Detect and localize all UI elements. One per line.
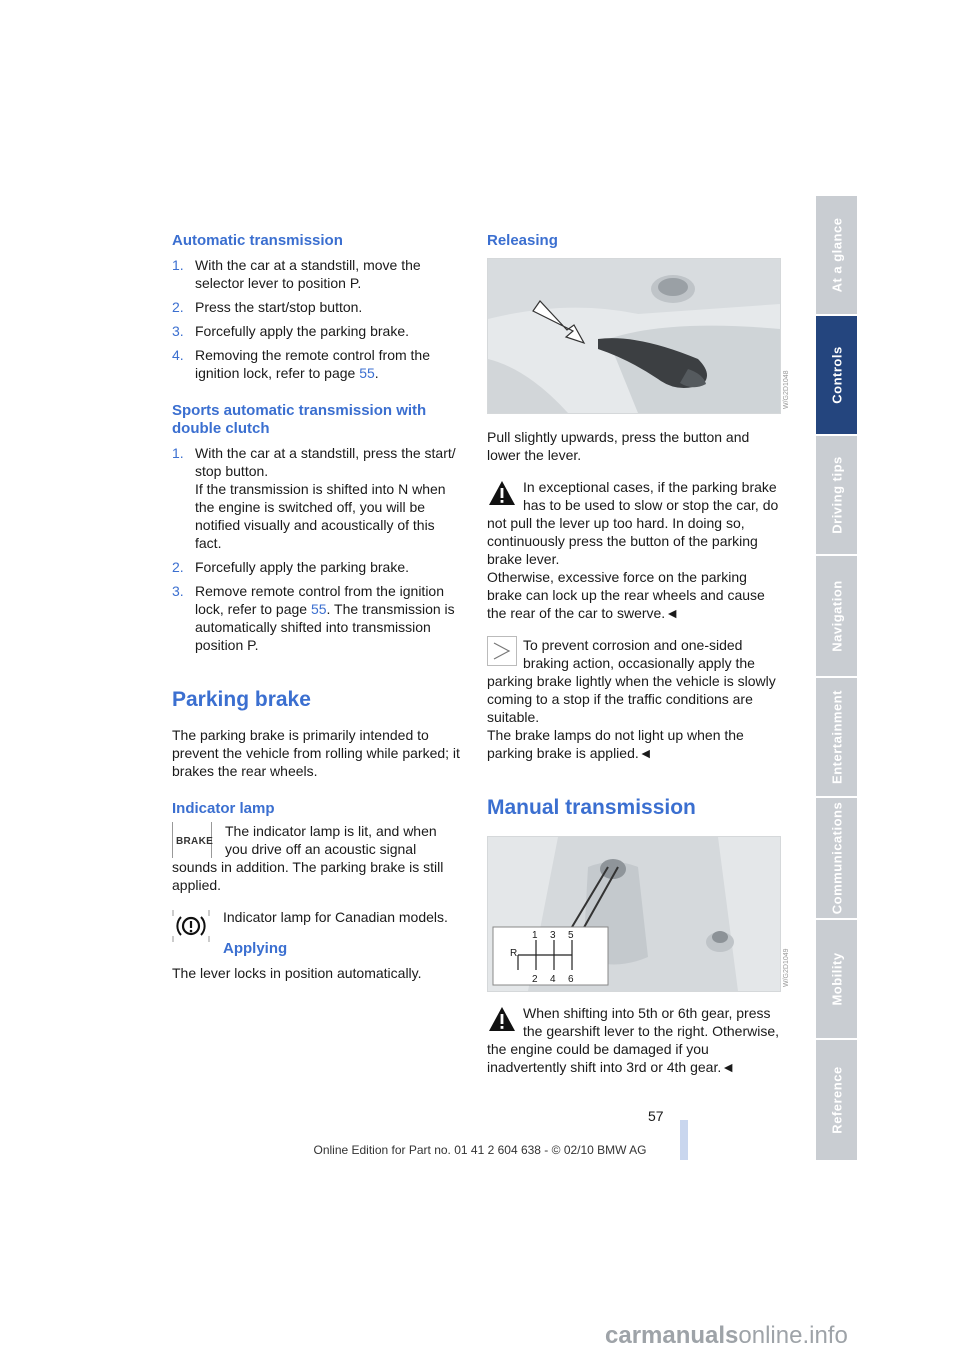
gearshift-lever-image: 1 3 5 2 4 6 R W/G2D1049 bbox=[487, 836, 781, 992]
note-block bbox=[487, 636, 780, 762]
tab-navigation[interactable]: Navigation bbox=[816, 556, 857, 678]
manual-transmission-heading: Manual transmission bbox=[487, 796, 696, 819]
warning-icon bbox=[487, 478, 517, 508]
tab-communications[interactable]: Communications bbox=[816, 798, 857, 920]
gear-label: 4 bbox=[550, 974, 556, 985]
indicator-block bbox=[172, 822, 462, 894]
brake-indicator-icon: BRAKE bbox=[172, 822, 212, 858]
right-column bbox=[487, 232, 790, 1076]
list-item: 2. Press the start/stop button. bbox=[172, 299, 363, 315]
releasing-heading: Releasing bbox=[487, 232, 558, 249]
gear-label: 5 bbox=[568, 930, 574, 941]
page-link[interactable]: 55 bbox=[359, 365, 375, 381]
warning-block-2 bbox=[487, 1004, 780, 1076]
footer-text: Online Edition for Part no. 01 41 2 604 638 - © 02/10 BMW AG bbox=[313, 1143, 647, 1157]
tab-controls[interactable]: Controls bbox=[816, 316, 857, 436]
end-mark: ◄ bbox=[721, 1059, 736, 1075]
auto-steps-list bbox=[172, 256, 462, 382]
list-item: 1. With the car at a standstill, press the start/ stop button. If the transmission is shifted into N when the engine is switched off, you will be notified visually and acoustically of this fact. bbox=[172, 445, 456, 551]
warning-block-1 bbox=[487, 478, 780, 622]
note-extra: The brake lamps do not light up when the parking brake is applied. bbox=[487, 727, 744, 761]
automatic-transmission-heading: Automatic transmission bbox=[172, 232, 343, 249]
releasing-text: Pull slightly upwards, press the button and lower the lever. bbox=[487, 429, 750, 463]
tab-driving-tips[interactable]: Driving tips bbox=[816, 436, 857, 556]
canadian-text: Indicator lamp for Canadian models. bbox=[223, 909, 448, 925]
list-item: 2. Forcefully apply the parking brake. bbox=[172, 559, 409, 575]
applying-text: The lever locks in position automatically. bbox=[172, 965, 422, 981]
left-column bbox=[172, 232, 462, 982]
page-link[interactable]: 55 bbox=[310, 601, 327, 617]
parking-brake-lever-image: W/G2D1048 bbox=[487, 258, 781, 414]
sports-transmission-heading: Sports automatic transmission with double clutch bbox=[172, 402, 427, 437]
gear-label-reverse: R bbox=[510, 948, 518, 959]
chapter-tabs bbox=[816, 196, 857, 1160]
parking-brake-intro: The parking brake is primarily intended to prevent the vehicle from rolling while parked; it brakes the rear wheels. bbox=[172, 727, 460, 779]
tab-mobility[interactable]: Mobility bbox=[816, 920, 857, 1040]
gear-label: 1 bbox=[532, 930, 538, 941]
note-text: To prevent corrosion and one-sided braking action, occasionally apply the parking brake lightly when the vehicle is slowly coming to a stop if the traffic conditions are suitable. bbox=[487, 637, 776, 725]
indicator-lamp-heading: Indicator lamp bbox=[172, 800, 275, 817]
gear-label: 3 bbox=[550, 930, 556, 941]
warning-1-extra: Otherwise, excessive force on the parking brake can lock up the rear wheels and cause the rear of the car to swerve. bbox=[487, 569, 765, 621]
tab-at-a-glance[interactable]: At a glance bbox=[816, 196, 857, 316]
sports-steps-list bbox=[172, 444, 462, 654]
tab-entertainment[interactable]: Entertainment bbox=[816, 678, 857, 798]
tab-reference[interactable]: Reference bbox=[816, 1040, 857, 1162]
gear-label: 6 bbox=[568, 974, 574, 985]
watermark: carmanualsonline.info bbox=[605, 1322, 848, 1349]
warning-2-text: When shifting into 5th or 6th gear, press the gearshift lever to the right. Otherwise, the engine could be damaged if you inadvertently shift into 3rd or 4th gear. bbox=[487, 1005, 780, 1075]
list-item: 3. Forcefully apply the parking brake. bbox=[172, 323, 409, 339]
end-mark: ◄ bbox=[665, 605, 680, 621]
note-icon bbox=[487, 636, 517, 666]
warning-icon bbox=[487, 1004, 517, 1034]
list-item: 4. Removing the remote control from the ignition lock, refer to page 55. bbox=[172, 347, 430, 381]
canadian-brake-icon bbox=[172, 908, 210, 944]
list-item: 3. Remove remote control from the ignition lock, refer to page 55. The transmission is automatically shifted into transmission position P. bbox=[172, 583, 455, 653]
list-item: 1. With the car at a standstill, move the selector lever to position P. bbox=[172, 257, 421, 291]
end-mark: ◄ bbox=[638, 745, 653, 761]
indicator-text: The indicator lamp is lit, and when you drive off an acoustic signal sounds in addition. The parking brake is still applied. bbox=[172, 823, 444, 893]
gear-label: 2 bbox=[532, 974, 538, 985]
applying-heading: Applying bbox=[223, 940, 288, 957]
canadian-block bbox=[172, 908, 462, 926]
parking-brake-heading: Parking brake bbox=[172, 688, 311, 711]
warning-1-text: In exceptional cases, if the parking brake has to be used to slow or stop the car, do not pull the lever up too hard. In doing so, continuously press the button of the parking brake lever. bbox=[487, 479, 779, 567]
page-number: 57 bbox=[648, 1108, 664, 1124]
